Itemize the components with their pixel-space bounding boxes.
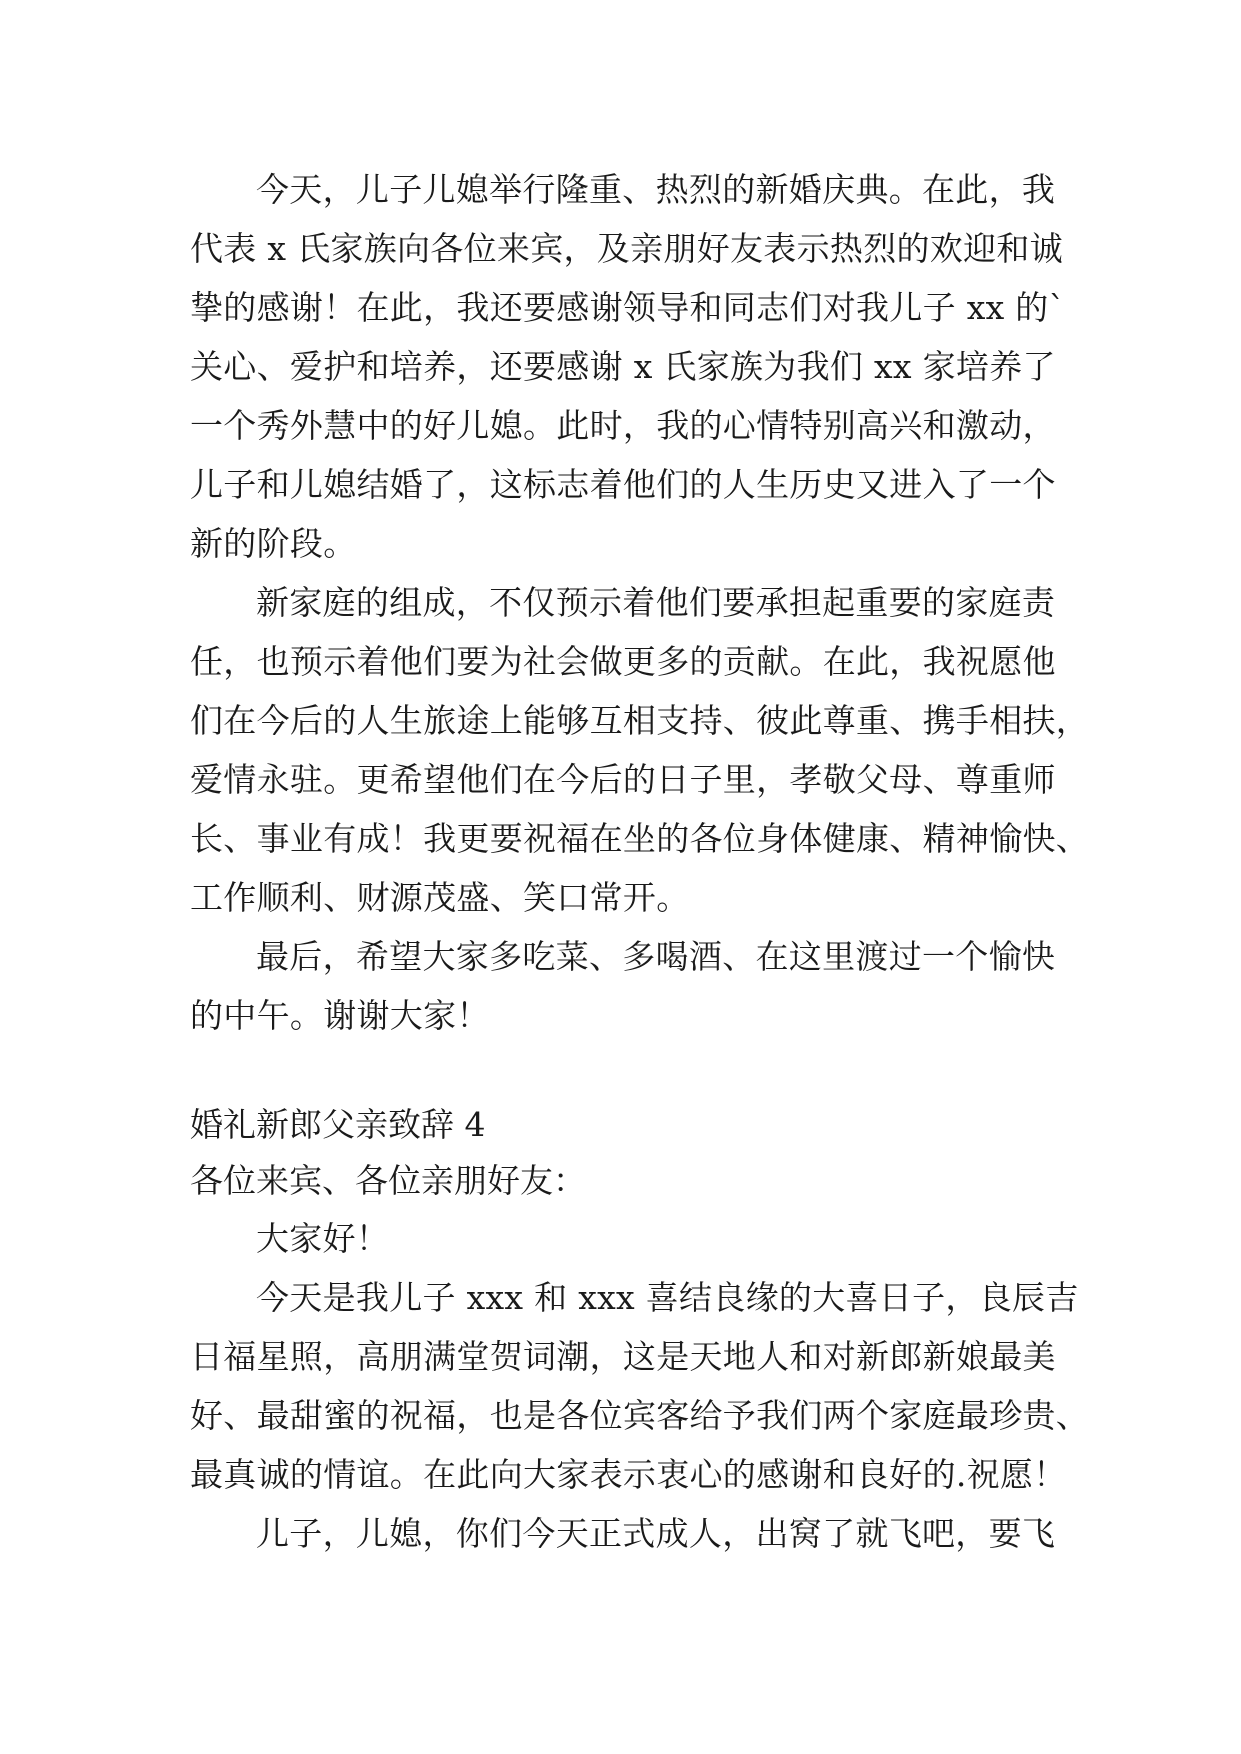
paragraph-1 xyxy=(190,160,1066,573)
salutation: 各位来宾、各位亲朋好友： xyxy=(190,1161,586,1200)
paragraph-5 xyxy=(190,1504,1060,1563)
paragraph-line: 最后，希望大家多吃菜、多喝酒、在这里渡过一个愉快 xyxy=(256,937,1056,976)
paragraph-line: 爱情永驻。更希望他们在今后的日子里，孝敬父母、尊重师 xyxy=(190,760,1056,799)
paragraph-line: 挚的感谢！在此，我还要感谢领导和同志们对我儿子 xx 的` xyxy=(190,288,1066,327)
paragraph-line: 代表 x 氏家族向各位来宾，及亲朋好友表示热烈的欢迎和诚 xyxy=(190,229,1063,268)
section-title: 婚礼新郎父亲致辞 4 xyxy=(190,1105,486,1144)
paragraph-line: 任，也预示着他们要为社会做更多的贡献。在此，我祝愿他 xyxy=(190,642,1056,681)
paragraph-line: 今天是我儿子 xxx 和 xxx 喜结良缘的大喜日子，良辰吉 xyxy=(256,1278,1079,1317)
paragraph-2 xyxy=(190,573,1090,927)
greeting: 大家好！ xyxy=(256,1219,390,1258)
paragraph-line: 好、最甜蜜的祝福，也是各位宾客给予我们两个家庭最珍贵、 xyxy=(190,1396,1090,1435)
paragraph-4 xyxy=(190,1268,1090,1504)
paragraph-line: 日福星照，高朋满堂贺词潮，这是天地人和对新郎新娘最美 xyxy=(190,1337,1056,1376)
paragraph-line: 工作顺利、财源茂盛、笑口常开。 xyxy=(190,878,690,917)
paragraph-line: 最真诚的情谊。在此向大家表示衷心的感谢和良好的.祝愿！ xyxy=(190,1455,1067,1494)
paragraph-line: 一个秀外慧中的好儿媳。此时，我的心情特别高兴和激动， xyxy=(190,406,1056,445)
paragraph-line: 新家庭的组成，不仅预示着他们要承担起重要的家庭责 xyxy=(256,583,1056,622)
section-spacer xyxy=(190,1045,1060,1097)
paragraph-line: 长、事业有成！我更要祝福在坐的各位身体健康、精神愉快、 xyxy=(190,819,1090,858)
paragraph-line: 关心、爱护和培养，还要感谢 x 氏家族为我们 xx 家培养了 xyxy=(190,347,1056,386)
paragraph-line: 的中午。谢谢大家！ xyxy=(190,996,490,1035)
paragraph-line: 今天，儿子儿媳举行隆重、热烈的新婚庆典。在此，我 xyxy=(256,170,1056,209)
paragraph-line: 们在今后的人生旅途上能够互相支持、彼此尊重、携手相扶， xyxy=(190,701,1090,740)
paragraph-line: 新的阶段。 xyxy=(190,524,357,563)
paragraph-line: 儿子，儿媳，你们今天正式成人，出窝了就飞吧，要飞 xyxy=(256,1514,1056,1553)
paragraph-line: 儿子和儿媳结婚了，这标志着他们的人生历史又进入了一个 xyxy=(190,465,1056,504)
paragraph-3 xyxy=(190,927,1060,1045)
document-page xyxy=(190,160,1090,1563)
